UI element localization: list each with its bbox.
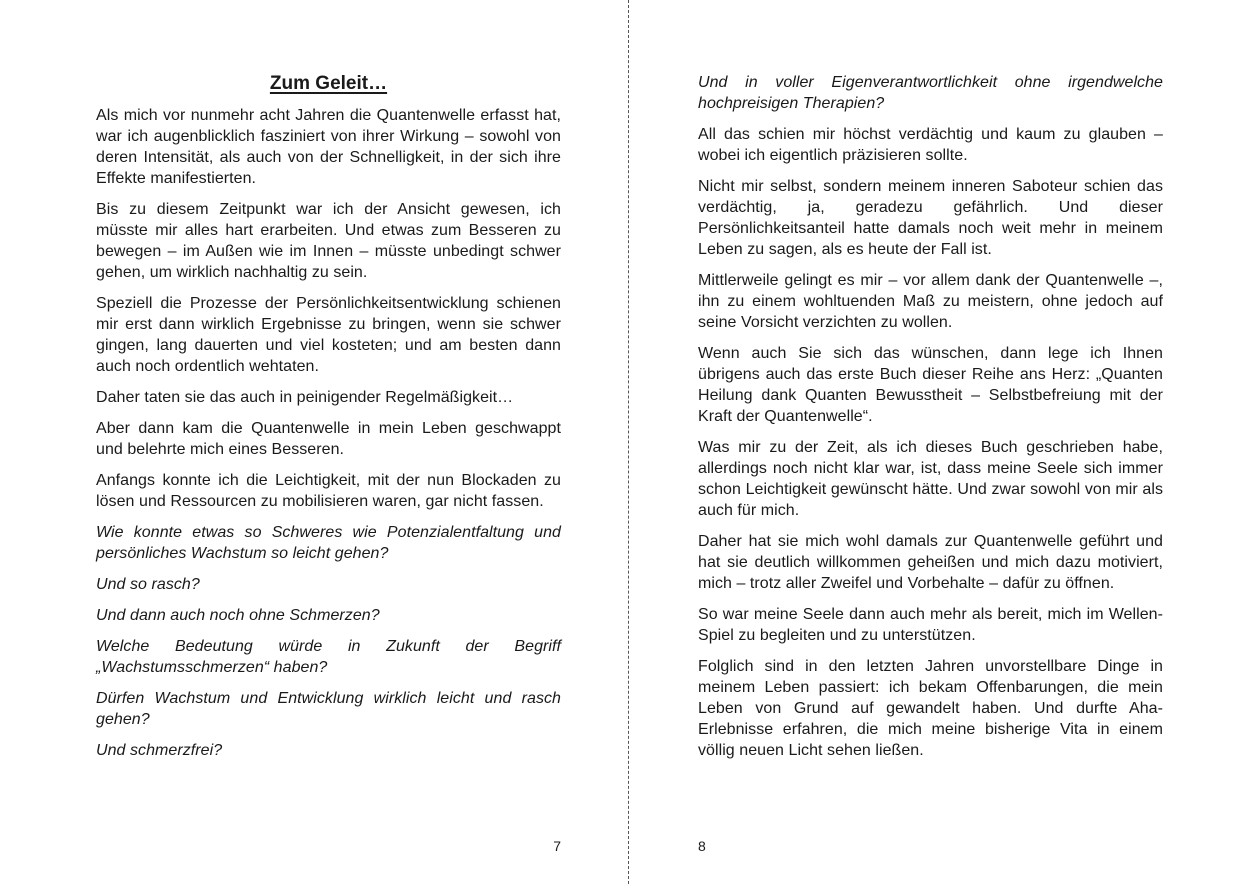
paragraph: Wenn auch Sie sich das wünschen, dann lege ich Ihnen übrigens auch das erste Buch dieser Reihe ans Herz: „Quanten Heilung dank Quanten Bewusstheit – Selbstbefreiung mit der Kraft der Quantenwelle“.	[698, 345, 1163, 425]
paragraph: Als mich vor nunmehr acht Jahren die Quantenwelle erfasst hat, war ich augenblicklich fasziniert von ihrer Wirkung – sowohl von deren Intensität, als auch von der Schnelligkeit, in der sich ihre Effekte manifestierten.	[96, 107, 561, 187]
paragraph: Bis zu diesem Zeitpunkt war ich der Ansicht gewesen, ich müsste mir alles hart erarbeiten. Und etwas zum Besseren zu bewegen – im Außen wie im Innen – müsste unbedingt schwer gehen, um wirklich nachhaltig zu sein.	[96, 201, 561, 281]
paragraph: Anfangs konnte ich die Leichtigkeit, mit der nun Blockaden zu lösen und Ressourcen zu mobilisieren waren, gar nicht fassen.	[96, 472, 561, 510]
left-page	[96, 0, 561, 884]
paragraph: Dürfen Wachstum und Entwicklung wirklich leicht und rasch gehen?	[96, 690, 561, 728]
paragraph: All das schien mir höchst verdächtig und kaum zu glauben – wobei ich eigentlich präzisieren sollte.	[698, 126, 1163, 164]
page-number-left: 7	[553, 838, 561, 854]
left-page-body	[96, 105, 561, 771]
paragraph: Aber dann kam die Quantenwelle in mein Leben geschwappt und belehrte mich eines Besseren.	[96, 420, 561, 458]
paragraph: Und dann auch noch ohne Schmerzen?	[96, 607, 380, 624]
page-fold-divider	[628, 0, 629, 884]
paragraph: Mittlerweile gelingt es mir – vor allem dank der Quantenwelle –, ihn zu einem wohltuenden Maß zu meistern, ohne jedoch auf seine Vorsicht verzichten zu wollen.	[698, 272, 1163, 331]
paragraph: Welche Bedeutung würde in Zukunft der Begriff „Wachstumsschmerzen“ haben?	[96, 638, 561, 676]
paragraph: Daher taten sie das auch in peinigender Regelmäßigkeit…	[96, 389, 514, 406]
paragraph: Speziell die Prozesse der Persönlichkeitsentwicklung schienen mir erst dann wirklich Ergebnisse zu bringen, wenn sie schwer gingen, lang dauerten und viel kosteten; und am besten dann auch noch ordentlich wehtaten.	[96, 295, 561, 375]
paragraph: Und in voller Eigenverantwortlichkeit ohne irgendwelche hochpreisigen Therapien?	[698, 74, 1163, 112]
paragraph: So war meine Seele dann auch mehr als bereit, mich im Wellen-Spiel zu begleiten und zu unterstützen.	[698, 606, 1163, 644]
page-title: Zum Geleit…	[269, 73, 388, 94]
paragraph: Daher hat sie mich wohl damals zur Quantenwelle geführt und hat sie deutlich willkommen geheißen und mich dazu motiviert, mich – trotz aller Zweifel und Vorbehalte – dafür zu öffnen.	[698, 533, 1163, 592]
paragraph: Was mir zu der Zeit, als ich dieses Buch geschrieben habe, allerdings noch nicht klar war, ist, dass meine Seele sich immer schon Leichtigkeit gewünscht hätte. Und zwar sowohl von mir als auch für mich.	[698, 439, 1163, 519]
right-page	[698, 0, 1163, 884]
paragraph: Nicht mir selbst, sondern meinem inneren Saboteur schien das verdächtig, ja, geradezu gefährlich. Und dieser Persönlichkeitsanteil hatte damals noch weit mehr in meinem Leben zu sagen, als es heute der Fall ist.	[698, 178, 1163, 258]
paragraph: Folglich sind in den letzten Jahren unvorstellbare Dinge in meinem Leben passiert: ich bekam Offenbarungen, die mein Leben von Grund auf gewandelt haben. Und durfte Aha-Erlebnisse erfahren, die mich meine bisherige Vita in einem völlig neuen Licht sehen ließen.	[698, 658, 1163, 759]
page-number-right: 8	[698, 838, 706, 854]
paragraph: Und schmerzfrei?	[96, 742, 223, 759]
right-page-body	[698, 72, 1163, 771]
paragraph: Wie konnte etwas so Schweres wie Potenzialentfaltung und persönliches Wachstum so leicht gehen?	[96, 524, 561, 562]
paragraph: Und so rasch?	[96, 576, 200, 593]
